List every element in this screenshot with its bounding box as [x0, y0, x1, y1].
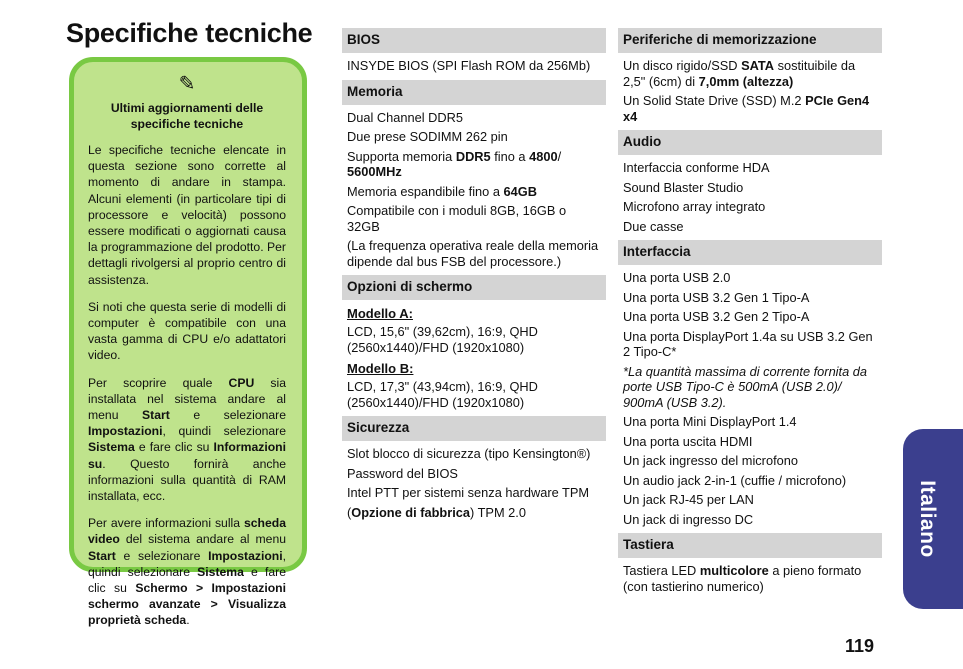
note-paragraph: Per avere informazioni sulla scheda video del sistema andare al menu Start e selezionare Impostazioni, quindi selezionare Sistema e fare clic su Schermo > Impostazioni schermo avanzate > Visualizza proprietà scheda. [88, 516, 286, 628]
note-paragraph: Si noti che questa serie di modelli di computer è compatibile con una vasta gamma di CPU e/o adattatori video. [88, 299, 286, 363]
language-tab-label: Italiano [916, 480, 939, 558]
spec-item: Una porta uscita HDMI [623, 433, 753, 449]
model-subheading: Modello A: [347, 306, 413, 321]
page-number: 119 [845, 636, 875, 656]
spec-item: Un audio jack 2-in-1 (cuffie / microfono) [623, 472, 847, 488]
spec-item: LCD, 15,6" (39,62cm), 16:9, QHD (2560x1440)/FHD (1920x1080) [347, 324, 538, 355]
spec-item: Una porta DisplayPort 1.4a su USB 3.2 Gen 2 Tipo-C* [623, 328, 873, 359]
spec-item: Microfono array integrato [623, 199, 766, 214]
section-heading: Memoria [342, 80, 606, 105]
section-heading: Opzioni di schermo [342, 275, 606, 300]
spec-column-right [618, 28, 882, 598]
section-heading: Interfaccia [618, 240, 882, 265]
section-heading: Periferiche di memorizzazione [618, 28, 882, 53]
spec-item: Tastiera LED multicolore a pieno formato (con tastierino numerico) [623, 563, 862, 594]
spec-item: Password del BIOS [347, 465, 458, 481]
spec-item: Sound Blaster Studio [623, 179, 744, 195]
language-tab[interactable] [903, 429, 963, 609]
spec-item: *La quantità massima di corrente fornita da porte USB Tipo-C è 500mA (USB 2.0)/ 900mA (USB 3.2). [623, 363, 867, 410]
spec-item: Una porta USB 2.0 [623, 270, 731, 285]
spec-item: Supporta memoria DDR5 fino a 4800/ 5600MHz [347, 148, 562, 179]
note-body [88, 142, 286, 629]
spec-item: Una porta USB 3.2 Gen 1 Tipo-A [623, 289, 810, 305]
section-heading: Audio [618, 130, 882, 155]
spec-item: LCD, 17,3" (43,94cm), 16:9, QHD (2560x1440)/FHD (1920x1080) [347, 379, 538, 410]
spec-item: (Opzione di fabbrica) TPM 2.0 [347, 504, 526, 520]
section-heading: Tastiera [618, 533, 882, 558]
spec-item: Slot blocco di sicurezza (tipo Kensington®) [347, 446, 591, 461]
spec-item: (La frequenza operativa reale della memoria dipende dal bus FSB del processore.) [347, 238, 599, 269]
page-title: Specifiche tecniche [66, 18, 313, 48]
section-heading: BIOS [342, 28, 606, 53]
spec-item: Un disco rigido/SSD SATA sostituibile da 2,5" (6cm) di 7,0mm (altezza) [623, 58, 856, 89]
spec-item: Un jack ingresso del microfono [623, 453, 798, 468]
spec-item: Interfaccia conforme HDA [623, 160, 770, 175]
spec-item: Una porta USB 3.2 Gen 2 Tipo-A [623, 309, 810, 324]
spec-item: Una porta Mini DisplayPort 1.4 [623, 414, 797, 429]
spec-item: Due casse [623, 218, 684, 234]
spec-item: Compatibile con i moduli 8GB, 16GB o 32GB [347, 203, 567, 234]
pencil-icon: ✎ [178, 73, 196, 95]
spec-item: Intel PTT per sistemi senza hardware TPM [347, 485, 590, 500]
spec-item: Dual Channel DDR5 [347, 109, 463, 125]
note-paragraph: Le specifiche tecniche elencate in questa sezione sono corrette al momento di andare in stampa. Alcuni elementi (in particolare tipi di processore e velocità) possono essere modificati o aggiornati causa la programmazione del prodotto. Per dettagli rivolgersi al proprio centro di assistenza. [88, 143, 286, 287]
spec-item: Un Solid State Drive (SSD) M.2 PCIe Gen4 x4 [623, 93, 870, 124]
section-heading: Sicurezza [342, 416, 606, 441]
spec-item: INSYDE BIOS (SPI Flash ROM da 256Mb) [347, 58, 591, 73]
note-heading: Ultimi aggiornamenti delle specifiche tecniche [110, 101, 264, 131]
spec-item: Due prese SODIMM 262 pin [347, 129, 508, 144]
note-box [69, 57, 307, 628]
spec-item: Un jack di ingresso DC [623, 511, 754, 527]
note-paragraph: Per scoprire quale CPU sia installata nel sistema andare al menu Start e selezionare Impostazioni, quindi selezionare Sistema e fare clic su Informazioni su. Questo fornirà anche informazioni sulla quantità di RAM installata, ecc. [88, 375, 286, 504]
spec-item: Memoria espandibile fino a 64GB [347, 183, 537, 199]
model-subheading: Modello B: [347, 361, 414, 376]
spec-column-left [342, 28, 606, 524]
spec-item: Un jack RJ-45 per LAN [623, 492, 754, 507]
